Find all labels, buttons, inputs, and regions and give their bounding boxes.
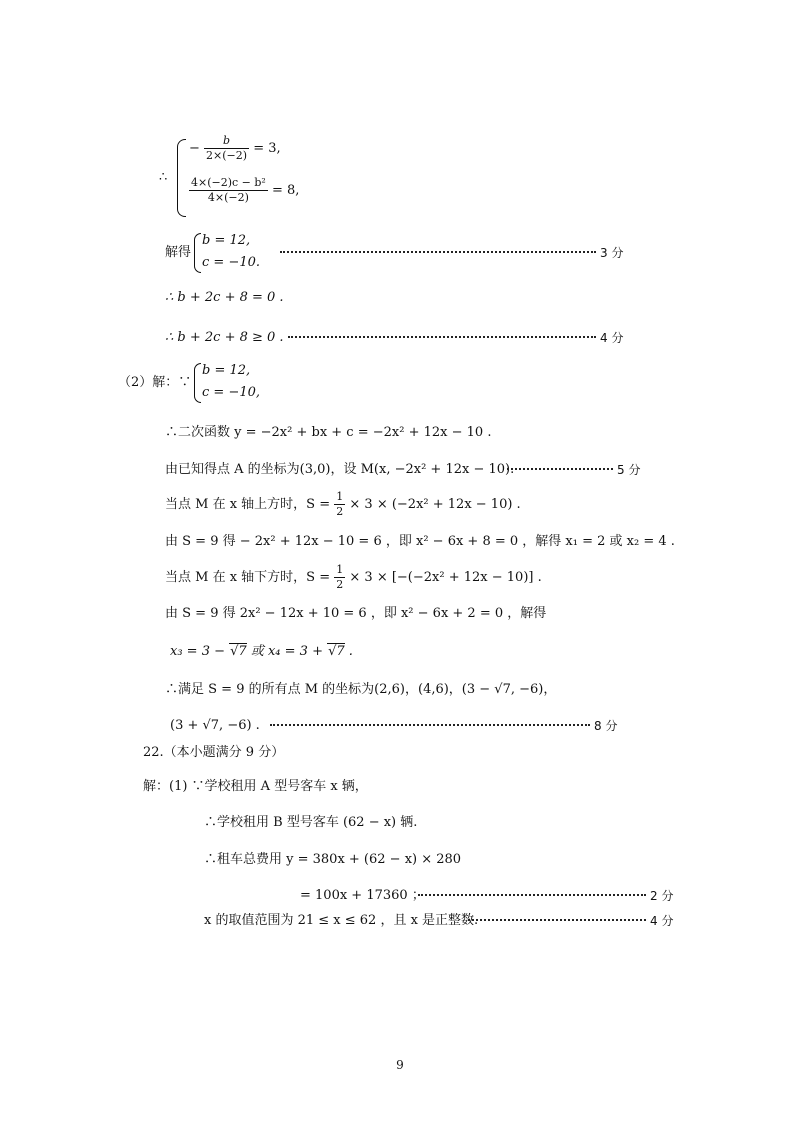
equation-vertex-x: [189, 134, 281, 163]
all-m-line-2: (3 + √7, −6) .: [170, 718, 260, 733]
text: 当点 M 在 x 轴下方时，S =: [165, 570, 331, 585]
question-22-cost: ∴租车总费用 y = 380x + (62 − x) × 280: [204, 852, 462, 867]
text: .: [344, 644, 353, 659]
score-badge: 8 分: [594, 719, 618, 733]
solve-label: 解得: [165, 245, 192, 260]
question-22-range: x 的取值范围为 21 ≤ x ≤ 62 ，且 x 是正整数.: [204, 913, 479, 928]
fraction-half: [334, 490, 345, 519]
denominator: 2: [336, 578, 344, 591]
text: x₃ = 3 −: [170, 644, 230, 659]
numerator: 1: [336, 490, 344, 503]
above-axis-line: [165, 490, 521, 519]
all-m-line-1: ∴满足 S = 9 的所有点 M 的坐标为(2,6)，(4,6)，(3 − √7, −6)，: [165, 682, 557, 697]
equation-b2c8-ge: ∴ b + 2c + 8 ≥ 0 .: [165, 330, 284, 345]
roots-line: [170, 644, 353, 660]
above-solve-line: 由 S = 9 得 − 2x² + 12x − 10 = 6 ，即 x² − 6x + 8 = 0 ，解得 x₁ = 2 或 x₂ = 4 .: [165, 534, 675, 549]
denominator: 4×(−2): [207, 191, 249, 204]
fraction: [204, 134, 249, 163]
score-line-3: [276, 245, 623, 262]
text: × 3 × (−2x² + 12x − 10) .: [349, 497, 521, 512]
score-line-4a: [284, 330, 623, 347]
score-line-8: [266, 718, 617, 735]
rhs: = 3,: [253, 141, 281, 156]
question-22-solution: 解：(1) ∵学校租用 A 型号客车 x 辆，: [143, 779, 368, 794]
score-badge: 5 分: [617, 463, 641, 477]
below-axis-line: [165, 563, 542, 592]
denominator: 2: [336, 505, 344, 518]
leader-dots: [288, 336, 596, 338]
sqrt-seven: √7: [230, 644, 247, 659]
minus-sign: −: [189, 141, 200, 156]
rhs: = 8,: [271, 183, 300, 198]
system-brace: [177, 139, 186, 217]
part2-b: b = 12,: [202, 363, 251, 378]
therefore-symbol: ∴: [159, 170, 168, 185]
page-number: 9: [396, 1058, 404, 1072]
text: × 3 × [−(−2x² + 12x − 10)] .: [349, 570, 542, 585]
numerator: b: [204, 134, 249, 149]
leader-dots: [507, 468, 613, 470]
part2-c: c = −10,: [202, 385, 261, 400]
solution-b: b = 12,: [202, 233, 251, 248]
equation-b2c8-eq: ∴ b + 2c + 8 = 0 .: [165, 290, 284, 305]
score-line-4b: [464, 913, 673, 930]
sqrt-seven: √7: [328, 644, 345, 659]
leader-dots: [468, 919, 646, 921]
solve-brace: [194, 233, 201, 273]
question-22-title: 22.（本小题满分 9 分）: [143, 745, 285, 760]
text: 当点 M 在 x 轴上方时，S =: [165, 497, 331, 512]
leader-dots: [418, 894, 646, 896]
equation-vertex-y: [189, 176, 299, 205]
fraction: [189, 176, 268, 205]
denominator: 2×(−2): [206, 149, 248, 162]
part2-brace: [194, 363, 201, 403]
numerator: 4×(−2)c − b²: [191, 176, 266, 189]
solution-c: c = −10.: [202, 255, 261, 270]
leader-dots: [270, 724, 590, 726]
quadratic-function: ∴二次函数 y = −2x² + bx + c = −2x² + 12x − 10 .: [165, 425, 492, 440]
question-22-cost-simplified: = 100x + 17360 ；: [300, 888, 425, 903]
score-badge: 2 分: [650, 889, 674, 903]
score-badge: 4 分: [600, 331, 624, 345]
leader-dots: [280, 251, 596, 253]
score-line-2: [414, 888, 673, 905]
numerator: 1: [336, 563, 344, 576]
text: 或 x₄ = 3 +: [246, 644, 328, 659]
score-badge: 3 分: [600, 246, 624, 260]
part2-label: （2）解：∵: [118, 375, 192, 390]
below-solve-line: 由 S = 9 得 2x² − 12x + 10 = 6 ，即 x² − 6x + 2 = 0 ，解得: [165, 606, 547, 621]
fraction-half: [334, 563, 345, 592]
question-22-bus-b: ∴学校租用 B 型号客车 (62 − x) 辆.: [204, 815, 418, 830]
score-badge: 4 分: [650, 914, 674, 928]
score-line-5: [503, 462, 640, 479]
point-a-line: 由已知得点 A 的坐标为(3,0)，设 M(x, −2x² + 12x − 10).: [165, 462, 515, 477]
